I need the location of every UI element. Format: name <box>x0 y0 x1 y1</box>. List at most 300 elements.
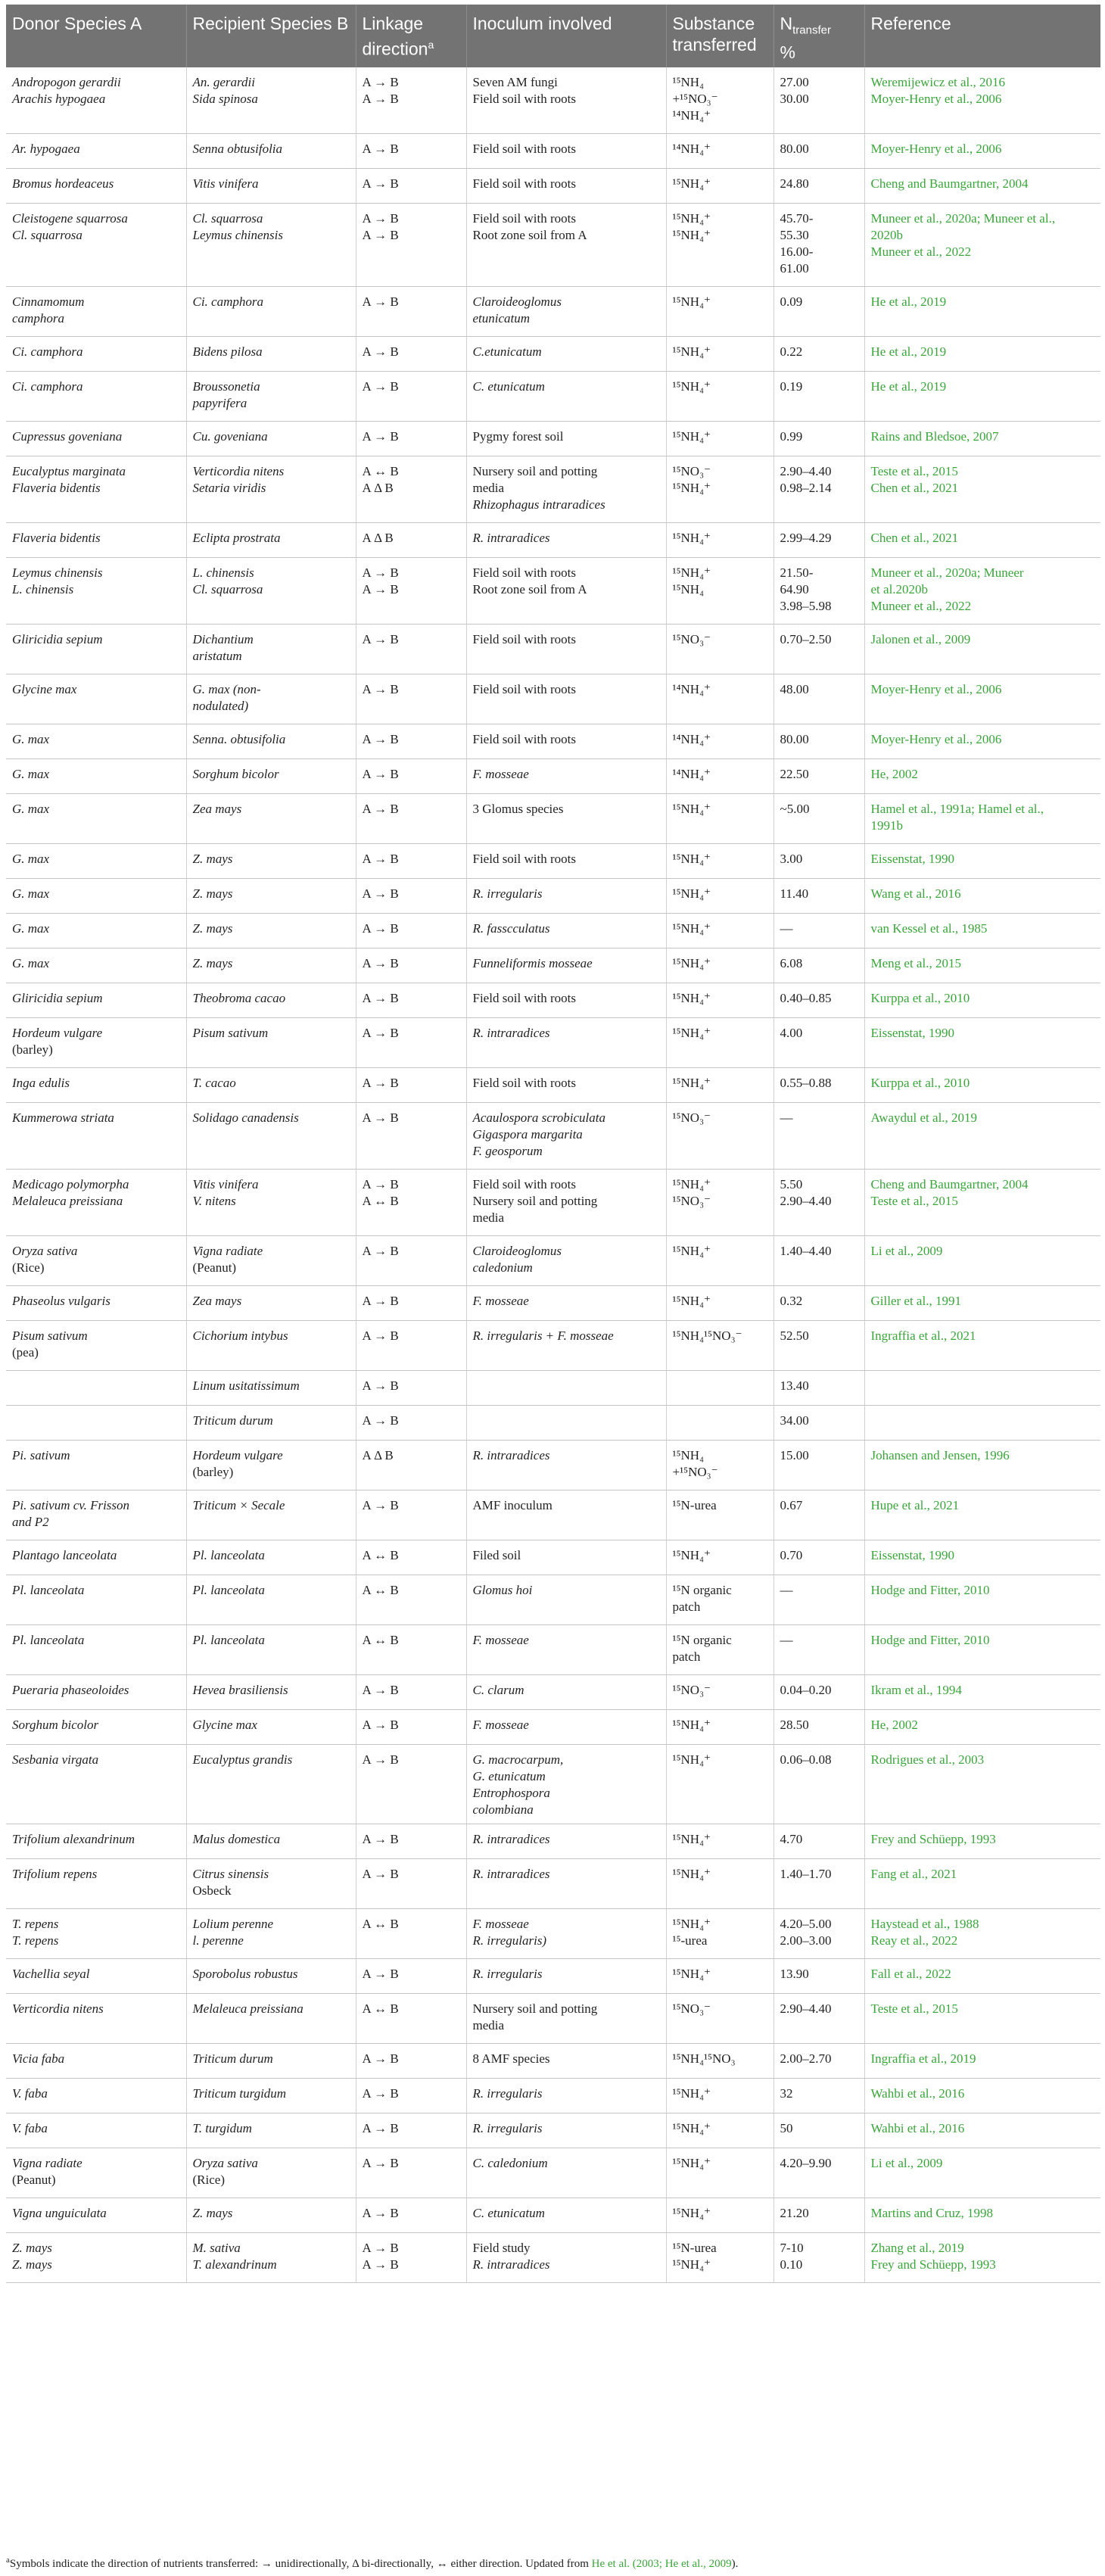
reference-text[interactable]: Muneer et al., 2022 <box>870 245 972 260</box>
substance-cell <box>666 2148 774 2198</box>
table-footnote <box>6 2556 1100 2571</box>
donor-species-text: Z. mays <box>12 2257 52 2272</box>
linkage-direction-text: A → B <box>362 1752 399 1768</box>
recipient-species-text: Leymus chinensis <box>192 228 283 243</box>
reference-text[interactable]: Fang et al., 2021 <box>870 1867 957 1882</box>
reference-text[interactable]: Eissenstat, 1990 <box>870 1548 954 1563</box>
linkage-direction-text: A → B <box>362 852 399 867</box>
recipient-species-text: Z. mays <box>192 886 233 902</box>
inoculum-text: Field soil with roots <box>472 682 576 697</box>
reference-text[interactable]: Cheng and Baumgartner, 2004 <box>870 176 1029 192</box>
reference-text[interactable]: Li et al., 2009 <box>870 2156 943 2171</box>
n-transfer-text: 64.90 <box>780 582 809 597</box>
donor-species-text: Pueraria phaseoloides <box>12 1683 129 1698</box>
reference-text[interactable]: He et al., 2019 <box>870 344 947 360</box>
reference-text[interactable]: Muneer et al., 2020a; Muneer et al., <box>870 211 1056 226</box>
substance-text: ¹⁴NH₄⁺ <box>672 767 711 782</box>
reference-text[interactable]: He, 2002 <box>870 767 918 782</box>
substance-cell <box>666 523 774 558</box>
n-transfer-cell <box>774 2044 864 2079</box>
donor-species-text: Flaveria bidentis <box>12 481 101 496</box>
inoculum-cell <box>466 2079 666 2113</box>
donor-species-text: Kummerowa striata <box>12 1110 114 1126</box>
reference-text[interactable]: 2020b <box>870 228 903 243</box>
inoculum-cell <box>466 1909 666 1959</box>
recipient-species-text: l. perenne <box>192 1933 244 1948</box>
substance-text: ¹⁵NH₄⁺ <box>672 531 711 546</box>
reference-cell <box>864 1625 1100 1675</box>
reference-text[interactable]: Kurppa et al., 2010 <box>870 1076 970 1091</box>
linkage-direction-cell <box>356 2079 466 2113</box>
n-transfer-cell <box>774 625 864 674</box>
donor-species-text: G. max <box>12 852 50 867</box>
inoculum-text: Glomus hoi <box>472 1583 533 1598</box>
substance-text: ¹⁵NH₄⁺ <box>672 956 711 971</box>
n-transfer-text: 2.00–2.70 <box>780 2051 832 2067</box>
reference-text[interactable]: Reay et al., 2022 <box>870 1933 958 1948</box>
recipient-species-text: Malus domestica <box>192 1832 281 1847</box>
inoculum-text: Nursery soil and potting <box>472 1194 598 1209</box>
recipient-species-cell <box>186 1441 356 1490</box>
substance-text: ¹⁵-urea <box>672 1933 708 1948</box>
recipient-species-cell <box>186 625 356 674</box>
reference-cell <box>864 287 1100 337</box>
inoculum-text: etunicatum <box>472 311 531 326</box>
donor-species-text: L. chinensis <box>12 582 74 597</box>
donor-species-cell <box>6 558 186 625</box>
reference-text[interactable]: Wang et al., 2016 <box>870 886 961 902</box>
recipient-species-text: Triticum × Secale <box>192 1498 285 1513</box>
n-transfer-text: 0.09 <box>780 294 803 310</box>
recipient-species-cell <box>186 2198 356 2233</box>
recipient-species-text: Vigna radiate <box>192 1244 263 1259</box>
footnote-ref-1[interactable]: He et al. (2003; <box>591 2558 662 2570</box>
linkage-direction-cell <box>356 523 466 558</box>
linkage-direction-text: A → B <box>362 294 399 310</box>
linkage-direction-cell <box>356 558 466 625</box>
substance-text: patch <box>672 1649 701 1665</box>
donor-species-text: Cupressus goveniana <box>12 429 123 444</box>
reference-text[interactable]: Wahbi et al., 2016 <box>870 2086 965 2101</box>
linkage-direction-cell <box>356 983 466 1018</box>
donor-species-cell <box>6 1103 186 1170</box>
n-transfer-cell <box>774 1321 864 1371</box>
linkage-direction-text: A ↔ B <box>362 1633 399 1648</box>
reference-text[interactable]: He et al., 2019 <box>870 379 947 394</box>
reference-text[interactable]: Fall et al., 2022 <box>870 1967 951 1982</box>
reference-text[interactable]: Ingraffia et al., 2019 <box>870 2051 976 2067</box>
table-row <box>6 1236 1100 1286</box>
footnote-ref-2[interactable]: He et al., 2009 <box>661 2558 732 2570</box>
reference-text[interactable]: Ikram et al., 1994 <box>870 1683 962 1698</box>
reference-text[interactable]: Chen et al., 2021 <box>870 531 959 546</box>
recipient-species-cell <box>186 1745 356 1824</box>
linkage-direction-text: A → B <box>362 1026 399 1041</box>
substance-text: ¹⁵NH₄⁺ <box>672 344 711 360</box>
n-transfer-text: 7-10 <box>780 2241 804 2256</box>
reference-text[interactable]: Teste et al., 2015 <box>870 2001 958 2017</box>
n-transfer-cell <box>774 1675 864 1710</box>
substance-text: ¹⁵NH₄⁺ <box>672 481 711 496</box>
reference-text[interactable]: Kurppa et al., 2010 <box>870 991 970 1006</box>
table-row <box>6 1103 1100 1170</box>
donor-species-text: Gliricidia sepium <box>12 632 103 647</box>
donor-species-cell <box>6 1371 186 1406</box>
recipient-species-cell <box>186 372 356 422</box>
inoculum-text: Field soil with roots <box>472 732 576 747</box>
n-transfer-cell <box>774 1859 864 1909</box>
donor-species-cell <box>6 287 186 337</box>
substance-text: ¹⁵NH₄⁺ <box>672 991 711 1006</box>
linkage-direction-cell <box>356 287 466 337</box>
donor-species-cell <box>6 1068 186 1103</box>
linkage-direction-text: A → B <box>362 211 399 226</box>
reference-text[interactable]: Rodrigues et al., 2003 <box>870 1752 985 1768</box>
linkage-direction-cell <box>356 337 466 372</box>
linkage-direction-text: A → B <box>362 1110 399 1126</box>
donor-species-cell <box>6 337 186 372</box>
substance-cell <box>666 1068 774 1103</box>
inoculum-text: R. irregularis + F. mosseae <box>472 1328 614 1344</box>
substance-cell <box>666 983 774 1018</box>
reference-text[interactable]: Muneer et al., 2020a; Muneer <box>870 565 1024 581</box>
substance-cell <box>666 1745 774 1824</box>
reference-cell <box>864 422 1100 456</box>
table-row <box>6 1859 1100 1909</box>
inoculum-cell <box>466 1018 666 1068</box>
reference-cell <box>864 456 1100 523</box>
recipient-species-text: Vitis vinifera <box>192 176 259 192</box>
reference-text[interactable]: Moyer-Henry et al., 2006 <box>870 682 1002 697</box>
table-row <box>6 2079 1100 2113</box>
inoculum-text: media <box>472 481 505 496</box>
reference-cell <box>864 2044 1100 2079</box>
linkage-direction-cell <box>356 1371 466 1406</box>
reference-cell <box>864 204 1100 287</box>
reference-cell <box>864 169 1100 204</box>
linkage-direction-cell <box>356 914 466 948</box>
linkage-direction-text: A ↔ B <box>362 1583 399 1598</box>
substance-cell <box>666 1321 774 1371</box>
n-transfer-cell <box>774 1710 864 1745</box>
reference-text[interactable]: Eissenstat, 1990 <box>870 1026 954 1041</box>
n-transfer-cell <box>774 372 864 422</box>
inoculum-text: Field soil with roots <box>472 632 576 647</box>
reference-cell <box>864 794 1100 844</box>
reference-text[interactable]: Jalonen et al., 2009 <box>870 632 971 647</box>
inoculum-text: 8 AMF species <box>472 2051 550 2067</box>
linkage-direction-text: A ↔ B <box>362 1194 399 1209</box>
recipient-species-cell <box>186 1068 356 1103</box>
donor-species-text: Arachis hypogaea <box>12 91 106 106</box>
n-transfer-cell <box>774 1371 864 1406</box>
donor-species-text: Z. mays <box>12 2241 52 2256</box>
inoculum-cell <box>466 983 666 1018</box>
reference-cell <box>864 2148 1100 2198</box>
recipient-species-cell <box>186 1994 356 2044</box>
linkage-direction-text: A → B <box>362 176 399 192</box>
recipient-species-text: Solidago canadensis <box>192 1110 299 1126</box>
header-linkage <box>356 5 466 67</box>
inoculum-text: G. etunicatum <box>472 1769 546 1784</box>
header-donor: Donor Species A <box>6 5 186 67</box>
reference-text[interactable]: Frey and Schüepp, 1993 <box>870 1832 996 1847</box>
n-transfer-cell <box>774 523 864 558</box>
substance-text: ¹⁵NH₄⁺ <box>672 1177 711 1192</box>
linkage-direction-cell <box>356 1490 466 1540</box>
recipient-species-text: Setaria viridis <box>192 481 266 496</box>
header-n-unit: % <box>780 42 795 62</box>
n-transfer-text: 0.67 <box>780 1498 803 1513</box>
table-row <box>6 422 1100 456</box>
reference-text[interactable]: Moyer-Henry et al., 2006 <box>870 91 1002 106</box>
reference-text[interactable]: Hodge and Fitter, 2010 <box>870 1633 990 1648</box>
reference-text[interactable]: Cheng and Baumgartner, 2004 <box>870 1177 1029 1192</box>
n-transfer-text: 13.40 <box>780 1378 809 1394</box>
reference-text[interactable]: Moyer-Henry et al., 2006 <box>870 142 1002 157</box>
substance-cell <box>666 1710 774 1745</box>
recipient-species-text: Osbeck <box>192 1883 232 1899</box>
reference-text[interactable]: Haystead et al., 1988 <box>870 1917 979 1932</box>
table-row <box>6 879 1100 914</box>
recipient-species-cell <box>186 844 356 879</box>
donor-species-cell <box>6 674 186 724</box>
recipient-species-cell <box>186 1824 356 1859</box>
reference-text[interactable]: Awaydul et al., 2019 <box>870 1110 978 1126</box>
inoculum-text: Field soil with roots <box>472 142 576 157</box>
inoculum-text: Nursery soil and potting <box>472 464 598 479</box>
reference-text[interactable]: van Kessel et al., 1985 <box>870 921 988 936</box>
linkage-direction-text: A → B <box>362 1177 399 1192</box>
recipient-species-cell <box>186 558 356 625</box>
inoculum-cell <box>466 287 666 337</box>
substance-text: ¹⁵NH₄⁺ <box>672 1917 711 1932</box>
reference-text[interactable]: Muneer et al., 2022 <box>870 599 972 614</box>
substance-cell <box>666 2044 774 2079</box>
linkage-direction-cell <box>356 1540 466 1575</box>
recipient-species-cell <box>186 456 356 523</box>
inoculum-cell <box>466 523 666 558</box>
reference-text[interactable]: Li et al., 2009 <box>870 1244 943 1259</box>
donor-species-text: camphora <box>12 311 64 326</box>
donor-species-text: G. max <box>12 767 50 782</box>
recipient-species-cell <box>186 724 356 759</box>
inoculum-cell <box>466 914 666 948</box>
linkage-direction-cell <box>356 372 466 422</box>
recipient-species-cell <box>186 1286 356 1321</box>
reference-text[interactable]: et al.2020b <box>870 582 929 597</box>
table-row <box>6 204 1100 287</box>
n-transfer-text: 0.22 <box>780 344 803 360</box>
linkage-direction-cell <box>356 1170 466 1236</box>
table-row <box>6 759 1100 794</box>
linkage-direction-text: A → B <box>362 991 399 1006</box>
donor-species-text: Cinnamomum <box>12 294 85 310</box>
n-transfer-cell <box>774 2198 864 2233</box>
inoculum-cell <box>466 844 666 879</box>
reference-text[interactable]: Wahbi et al., 2016 <box>870 2121 965 2136</box>
recipient-species-text: Triticum durum <box>192 1413 273 1428</box>
reference-text[interactable]: Moyer-Henry et al., 2006 <box>870 732 1002 747</box>
table-row <box>6 1994 1100 2044</box>
table-row <box>6 1824 1100 1859</box>
reference-text[interactable]: Eissenstat, 1990 <box>870 852 954 867</box>
donor-species-cell <box>6 983 186 1018</box>
inoculum-text: Claroideoglomus <box>472 294 562 310</box>
donor-species-text: Ar. hypogaea <box>12 142 80 157</box>
inoculum-cell <box>466 794 666 844</box>
linkage-direction-cell <box>356 1675 466 1710</box>
linkage-direction-text: A → B <box>362 2051 399 2067</box>
header-n-main: N <box>780 14 793 33</box>
linkage-direction-text: A → B <box>362 2241 399 2256</box>
n-transfer-cell <box>774 337 864 372</box>
recipient-species-text: Pl. lanceolata <box>192 1633 265 1648</box>
reference-text[interactable]: Rains and Bledsoe, 2007 <box>870 429 999 444</box>
substance-cell <box>666 134 774 169</box>
linkage-direction-cell <box>356 1103 466 1170</box>
substance-cell <box>666 1909 774 1959</box>
reference-text[interactable]: Chen et al., 2021 <box>870 481 959 496</box>
substance-cell <box>666 1286 774 1321</box>
reference-cell <box>864 1406 1100 1441</box>
donor-species-text: G. max <box>12 886 50 902</box>
linkage-direction-text: A ↔ B <box>362 464 399 479</box>
recipient-species-text: An. gerardii <box>192 74 255 89</box>
recipient-species-text: Senna obtusifolia <box>192 142 283 157</box>
reference-text[interactable]: 1991b <box>870 818 903 833</box>
donor-species-text: G. max <box>12 956 50 971</box>
reference-text[interactable]: Hupe et al., 2021 <box>870 1498 960 1513</box>
substance-text: ¹⁵NH₄ <box>672 582 705 597</box>
reference-text[interactable]: Teste et al., 2015 <box>870 464 958 479</box>
substance-text: ¹⁴NH₄⁺ <box>672 107 711 123</box>
reference-text[interactable]: Ingraffia et al., 2021 <box>870 1328 976 1344</box>
reference-text[interactable]: Martins and Cruz, 1998 <box>870 2206 993 2221</box>
reference-text[interactable]: Zhang et al., 2019 <box>870 2241 964 2256</box>
table-row <box>6 337 1100 372</box>
substance-text: ¹⁵NH₄⁺ <box>672 2206 711 2221</box>
recipient-species-text: Triticum turgidum <box>192 2086 287 2101</box>
linkage-direction-cell <box>356 2233 466 2283</box>
n-transfer-text: ~5.00 <box>780 802 810 817</box>
substance-text: ¹⁴NH₄⁺ <box>672 682 711 697</box>
n-transfer-text: 4.20–5.00 <box>780 1917 832 1932</box>
reference-cell <box>864 914 1100 948</box>
donor-species-cell <box>6 1321 186 1371</box>
reference-text[interactable]: Giller et al., 1991 <box>870 1294 961 1309</box>
reference-text[interactable]: He et al., 2019 <box>870 294 947 310</box>
n-transfer-cell <box>774 1286 864 1321</box>
substance-text: ¹⁵NH₄⁺ <box>672 1967 711 1982</box>
linkage-direction-cell <box>356 204 466 287</box>
donor-species-text: Trifolium repens <box>12 1867 98 1882</box>
donor-species-cell <box>6 134 186 169</box>
recipient-species-cell <box>186 983 356 1018</box>
inoculum-text: C. etunicatum <box>472 379 545 394</box>
inoculum-text: R. irregularis <box>472 2121 543 2136</box>
n-transfer-text: — <box>780 1110 793 1126</box>
inoculum-cell <box>466 337 666 372</box>
inoculum-text: Field soil with roots <box>472 176 576 192</box>
reference-cell <box>864 625 1100 674</box>
substance-cell <box>666 2079 774 2113</box>
inoculum-text: C. etunicatum <box>472 2206 545 2221</box>
substance-text: ¹⁴NH₄⁺ <box>672 142 711 157</box>
reference-text[interactable]: Hamel et al., 1991a; Hamel et al., <box>870 802 1044 817</box>
reference-text[interactable]: Frey and Schüepp, 1993 <box>870 2257 996 2272</box>
n-transfer-cell <box>774 2079 864 2113</box>
table-row <box>6 794 1100 844</box>
linkage-direction-text: A → B <box>362 1378 399 1394</box>
reference-text[interactable]: Teste et al., 2015 <box>870 1194 958 1209</box>
substance-text: ¹⁵NO₃⁻ <box>672 1110 711 1126</box>
reference-cell <box>864 1540 1100 1575</box>
recipient-species-text: Pl. lanceolata <box>192 1548 265 1563</box>
donor-species-text: T. repens <box>12 1933 59 1948</box>
recipient-species-cell <box>186 2044 356 2079</box>
reference-text[interactable]: Meng et al., 2015 <box>870 956 961 971</box>
reference-cell <box>864 1441 1100 1490</box>
inoculum-cell <box>466 134 666 169</box>
substance-text: ¹⁵NH₄⁺ <box>672 921 711 936</box>
recipient-species-cell <box>186 2233 356 2283</box>
header-inoculum: Inoculum involved <box>466 5 666 67</box>
table-body <box>6 67 1100 2283</box>
donor-species-text: Pl. lanceolata <box>12 1583 85 1598</box>
n-transfer-cell <box>774 67 864 134</box>
linkage-direction-cell <box>356 724 466 759</box>
table-row <box>6 2044 1100 2079</box>
n-transfer-cell <box>774 759 864 794</box>
recipient-species-text: Broussonetia <box>192 379 260 394</box>
reference-text[interactable]: Hodge and Fitter, 2010 <box>870 1583 990 1598</box>
n-transfer-text: — <box>780 921 793 936</box>
substance-text: ¹⁵NO₃⁻ <box>672 1683 711 1698</box>
n-transfer-text: 16.00- <box>780 245 814 260</box>
substance-text: +¹⁵NO₃⁻ <box>672 91 718 106</box>
donor-species-cell <box>6 759 186 794</box>
n-transfer-cell <box>774 948 864 983</box>
n-transfer-cell <box>774 844 864 879</box>
reference-cell <box>864 1068 1100 1103</box>
inoculum-text: Field soil with roots <box>472 1177 576 1192</box>
inoculum-cell <box>466 1675 666 1710</box>
inoculum-text: R. intraradices <box>472 2257 550 2272</box>
reference-cell <box>864 1959 1100 1994</box>
n-transfer-text: 2.00–3.00 <box>780 1933 832 1948</box>
reference-text[interactable]: He, 2002 <box>870 1718 918 1733</box>
substance-cell <box>666 372 774 422</box>
linkage-direction-cell <box>356 1859 466 1909</box>
linkage-direction-text: A → B <box>362 2121 399 2136</box>
n-transfer-cell <box>774 724 864 759</box>
reference-text[interactable]: Weremijewicz et al., 2016 <box>870 74 1006 89</box>
n-transfer-text: 50 <box>780 2121 793 2136</box>
linkage-direction-text: A → B <box>362 2086 399 2101</box>
n-transfer-text: 0.32 <box>780 1294 803 1309</box>
nitrogen-transfer-table <box>6 5 1100 2283</box>
linkage-direction-text: A → B <box>362 1076 399 1091</box>
donor-species-text: (pea) <box>12 1345 39 1360</box>
header-linkage-mark: a <box>428 39 434 51</box>
donor-species-text: and P2 <box>12 1515 49 1530</box>
reference-text[interactable]: Johansen and Jensen, 1996 <box>870 1448 1010 1463</box>
donor-species-text: Verticordia nitens <box>12 2001 104 2017</box>
donor-species-text: Plantago lanceolata <box>12 1548 117 1563</box>
linkage-direction-cell <box>356 1406 466 1441</box>
donor-species-text: Bromus hordeaceus <box>12 176 114 192</box>
